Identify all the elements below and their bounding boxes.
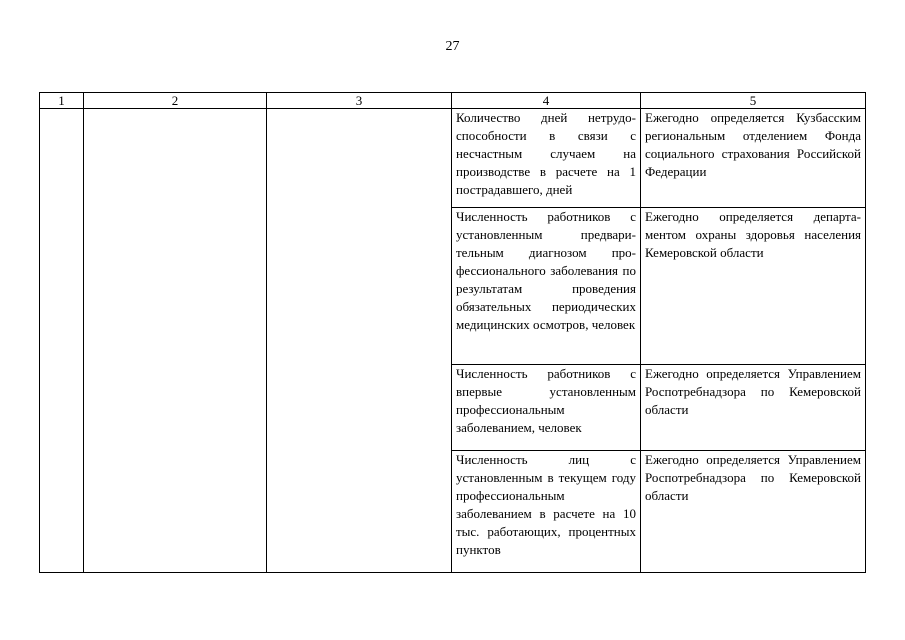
source-cell: Ежегодно определяется департаментом охраны здоровья населения Кемеровской области — [641, 208, 866, 365]
indicator-cell: Численность работников с впервые установленным профессиональным заболеванием, человек — [452, 365, 641, 451]
data-table — [39, 92, 866, 573]
column-header-4: 4 — [452, 93, 641, 109]
source-cell: Ежегодно определяется Управлением Роспотребнадзора по Кемеровской области — [641, 451, 866, 573]
source-cell: Ежегодно определяется Управлением Роспотребнадзора по Кемеровской области — [641, 365, 866, 451]
source-cell: Ежегодно определяется Кузбасским региональным отделением Фонда социального страхования Российской Федерации — [641, 109, 866, 208]
cell-col1-merged — [40, 109, 84, 573]
column-header-1: 1 — [40, 93, 84, 109]
indicator-cell: Численность лиц с установленным в текущем году профессиональным заболеванием в расчете на 10 тыс. работающих, процентных пунктов — [452, 451, 641, 573]
table-header-row — [40, 93, 866, 109]
cell-col3-merged — [267, 109, 452, 573]
cell-col2-merged — [84, 109, 267, 573]
column-header-5: 5 — [641, 93, 866, 109]
indicator-cell: Численность работников с установленным предварительным диагнозом профессионального заболевания по результатам проведения обязательных периодических медицинских осмотров, человек — [452, 208, 641, 365]
table-row — [40, 109, 866, 208]
page-number: 27 — [445, 39, 460, 54]
column-header-2: 2 — [84, 93, 267, 109]
indicator-cell: Количество дней нетрудоспособности в связи с несчастным случаем на производстве в расчете на 1 пострадавшего, дней — [452, 109, 641, 208]
column-header-3: 3 — [267, 93, 452, 109]
